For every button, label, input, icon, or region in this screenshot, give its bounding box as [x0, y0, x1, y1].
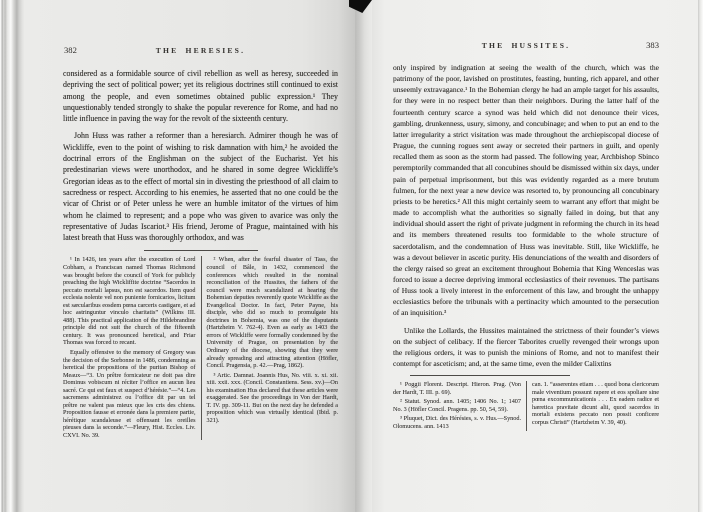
footnote: ² Statut. Synod. ann. 1405; 1406 No. 1; 1407 No. 3 (Höfler Concil. Pragens. pp. 50, 54, 59).	[393, 398, 521, 413]
footnote: ¹ Poggii Florent. Descript. Hieron. Prag. (Von der Hardt, T. III. p. 69).	[393, 381, 521, 396]
body-paragraph: only inspired by indignation at seeing the wealth of the church, which was the patrimony of the poor, lavished on prostitutes, feasting, hunting, rich apparel, and other unseemly extravagance.¹ In the Bohemian clergy he had an ample target for his assaults, for they were in no respect better than their neighbors. During the latter half of the fourteenth century scarce a synod was held which did not denounce their vices, gambling, drunkenness, usury, simony, and concubinage; and when to put an end to the latter irregularity a strict visitation was made throughout the archiepiscopal diocese of Prague, the cunning rogues sent away or secreted their partners in guilt, and openly recalled them as soon as the storm had passed. The following year, Archbishop Sbinco peremptorily commanded that all concubines should be dismissed within six days, under pain of perpetual imprisonment, but this was evidently regarded as a mere brutum fulmen, for the next year a new device was resorted to, by pronouncing all concubinary priests to be heretics.² All this might certainly seem to warrant any effort that might be made to accomplish what the authorities so signally failed in doing, but that any individual should assert the right of private judgment in reforming the church in its head and its members threatened results too formidable to the whole structure of sacerdotalism, and the condemnation of Huss was inevitable. Still, like Wickliffe, he was a devout believer in ascetic purity. His denunciations of the wealth and disorders of the clergy raised so great an excitement throughout Bohemia that King Wenceslas was forced to issue a decree depriving immoral ecclesiastics of their revenues. The partisans of Huss took a lively interest in the enforcement of this law, and brought the unhappy ecclesiastics before the tribunals with a pertinacity which amounted to the persecution of an inquisition.³	[393, 63, 659, 318]
page-382	[24, 0, 355, 512]
page-number-right: 383	[646, 40, 659, 50]
running-head-right: THE HUSSITES.	[481, 41, 571, 50]
page-header-left	[63, 46, 338, 56]
page-number-left: 382	[64, 45, 77, 55]
footnote-separator-rule	[144, 250, 258, 251]
body-paragraph: considered as a formidable source of civil rebellion as well as heresy, succeeded in depriving the sect of political power; yet its religious doctrines still continued to exist among the people, and even sometimes obtained public expression.¹ They unquestionably tended strongly to shake the popular reverence for Rome, and had no little influence in paving the way for the revolt of the sixteenth century.	[63, 69, 338, 124]
footnote: ³ Pluquet, Dict. des Hérésies, s. v. Hus.—Synod. Olomucens. ann. 1413	[393, 415, 521, 430]
footnote: ³ Artic. Damnat. Joannis Hus, No. viii. x. xi. xii. xiii. xxii. xxx. (Concil. Constantiens. Sess. xv.)—On his examination Hus declared that these articles were exaggerated. See the proceedings in Von der Hardt, T. IV. pp. 309-11. But on the next day he defended a proposition which was virtually identical (Ibid. p. 321).	[206, 371, 338, 424]
footnotes-right-page	[393, 381, 659, 430]
page-383	[372, 0, 698, 512]
stacked-page-edges-left	[0, 0, 24, 512]
footnote-separator-rule	[410, 375, 570, 376]
footnote: Equally offensive to the memory of Gregory was the decision of the Sorbonne in 1486, condemning as heretical the propositions of the puritan Bishop of Meaux—“3. Un prêtre fornicateur ne doit pas dire Dominus vobiscum ni réciter l’office en aucun lieu sacré. Ce qui est faux et suspect d’hérésie.”—“4. Les sacremens administrez ou l’office dit par un tel prêtre ne valent pas mieux que les cris des chiens. Proposition fausse et erronée dans la premiere partie, hérétique scandaleuse et offensant les oreilles pieuses dans la seconde.”—Fleury, Hist. Eccles. Liv. CXVI. No. 39.	[63, 349, 196, 440]
page-edge-right	[698, 0, 703, 512]
footnote-column	[526, 381, 659, 430]
footnote: ² When, after the fearful disaster of Tass, the council of Bâle, in 1432, commenced the conferences which resulted in the nominal reconciliation of the Hussites, the fathers of the council were much scandalized at hearing the Bohemian deputies reverently quote Wickliffe as the Evangelical Doctor. In fact, Peter Payne, his disciple, who did so much to promulgate his doctrines in Bohemia, was one of the disputants (Hartzheim V. 762-4). Even as early as 1403 the errors of Wickliffe were formally condemned by the University of Prague, on presentation by the Ordinary of the diocese, showing that they were already spreading and attracting attention (Höfler, Concil. Pragensia, p. 42.—Prag, 1862).	[206, 256, 338, 370]
footnotes-left-page	[63, 256, 338, 439]
footnote-column	[393, 381, 526, 430]
footnote: ¹ In 1426, ten years after the execution of Lord Cobham, a Franciscan named Thomas Richmond was brought before the council of York for publicly preaching the high Wickliffite doctrine “Sacerdos in peccato mortali lapsus, non est sacerdos. Item quod ecclesia nolente vel non puniente fornicarios, licitum est sæcularibus eosdem pœna carceris castigare, et ad hoc astringuntur vinculo charitatis” (Wilkins III. 488). This practical application of the Hildebrandine principle did not suit the church of the fifteenth century. It was pronounced heretical, and Friar Thomas was forced to recant.	[63, 256, 196, 347]
body-paragraph: Unlike the Lollards, the Hussites maintained the strictness of their founder’s views on the subject of celibacy. If the fiercer Taborites cruelly revenged their wrongs upon the religious orders, it was to punish the minions of Rome, and not to manifest their contempt for asceticism; and, at the same time, even the milder Calixtins	[393, 325, 659, 369]
body-paragraph: John Huss was rather a reformer than a heresiarch. Admirer though he was of Wickliffe, even to the point of wishing to risk damnation with him,² he avoided the doctrinal errors of the Englishman on the subject of the Eucharist. Yet his predestinarian views were unorthodox, and he shared in some degree Wickliffe’s Gregorian ideas as to the effect of mortal sin in divesting the priesthood of all claim to sacredness or respect. According to his enemies, he asserted that no one could be the vicar of Christ or of Peter unless he were an humble imitator of the virtues of him whom he claimed to represent; and a pope who was given to avarice was only the representative of Judas Iscariot.³ His friend, Jerome of Prague, maintained with his latest breath that Huss was thoroughly orthodox, and was	[63, 131, 338, 243]
footnote-column	[63, 256, 201, 439]
page-header-right	[393, 41, 659, 51]
footnote-continuation: can. 1. “asserentes etiam . . . quod bona clericorum male viventium possunt rapere et eos spoliare sine pœna excommunicationis . . . Ex eadem radice et hæretica pravitate dicunt alii, quod sacerdos in mortali existens peccato non possit conficere corpus Christi” (Hartzheim V. 39, 40).	[532, 381, 659, 426]
running-head-left: THE HERESIES.	[155, 46, 246, 55]
binding-gutter-shadow	[355, 0, 372, 512]
footnote-column	[201, 256, 339, 439]
